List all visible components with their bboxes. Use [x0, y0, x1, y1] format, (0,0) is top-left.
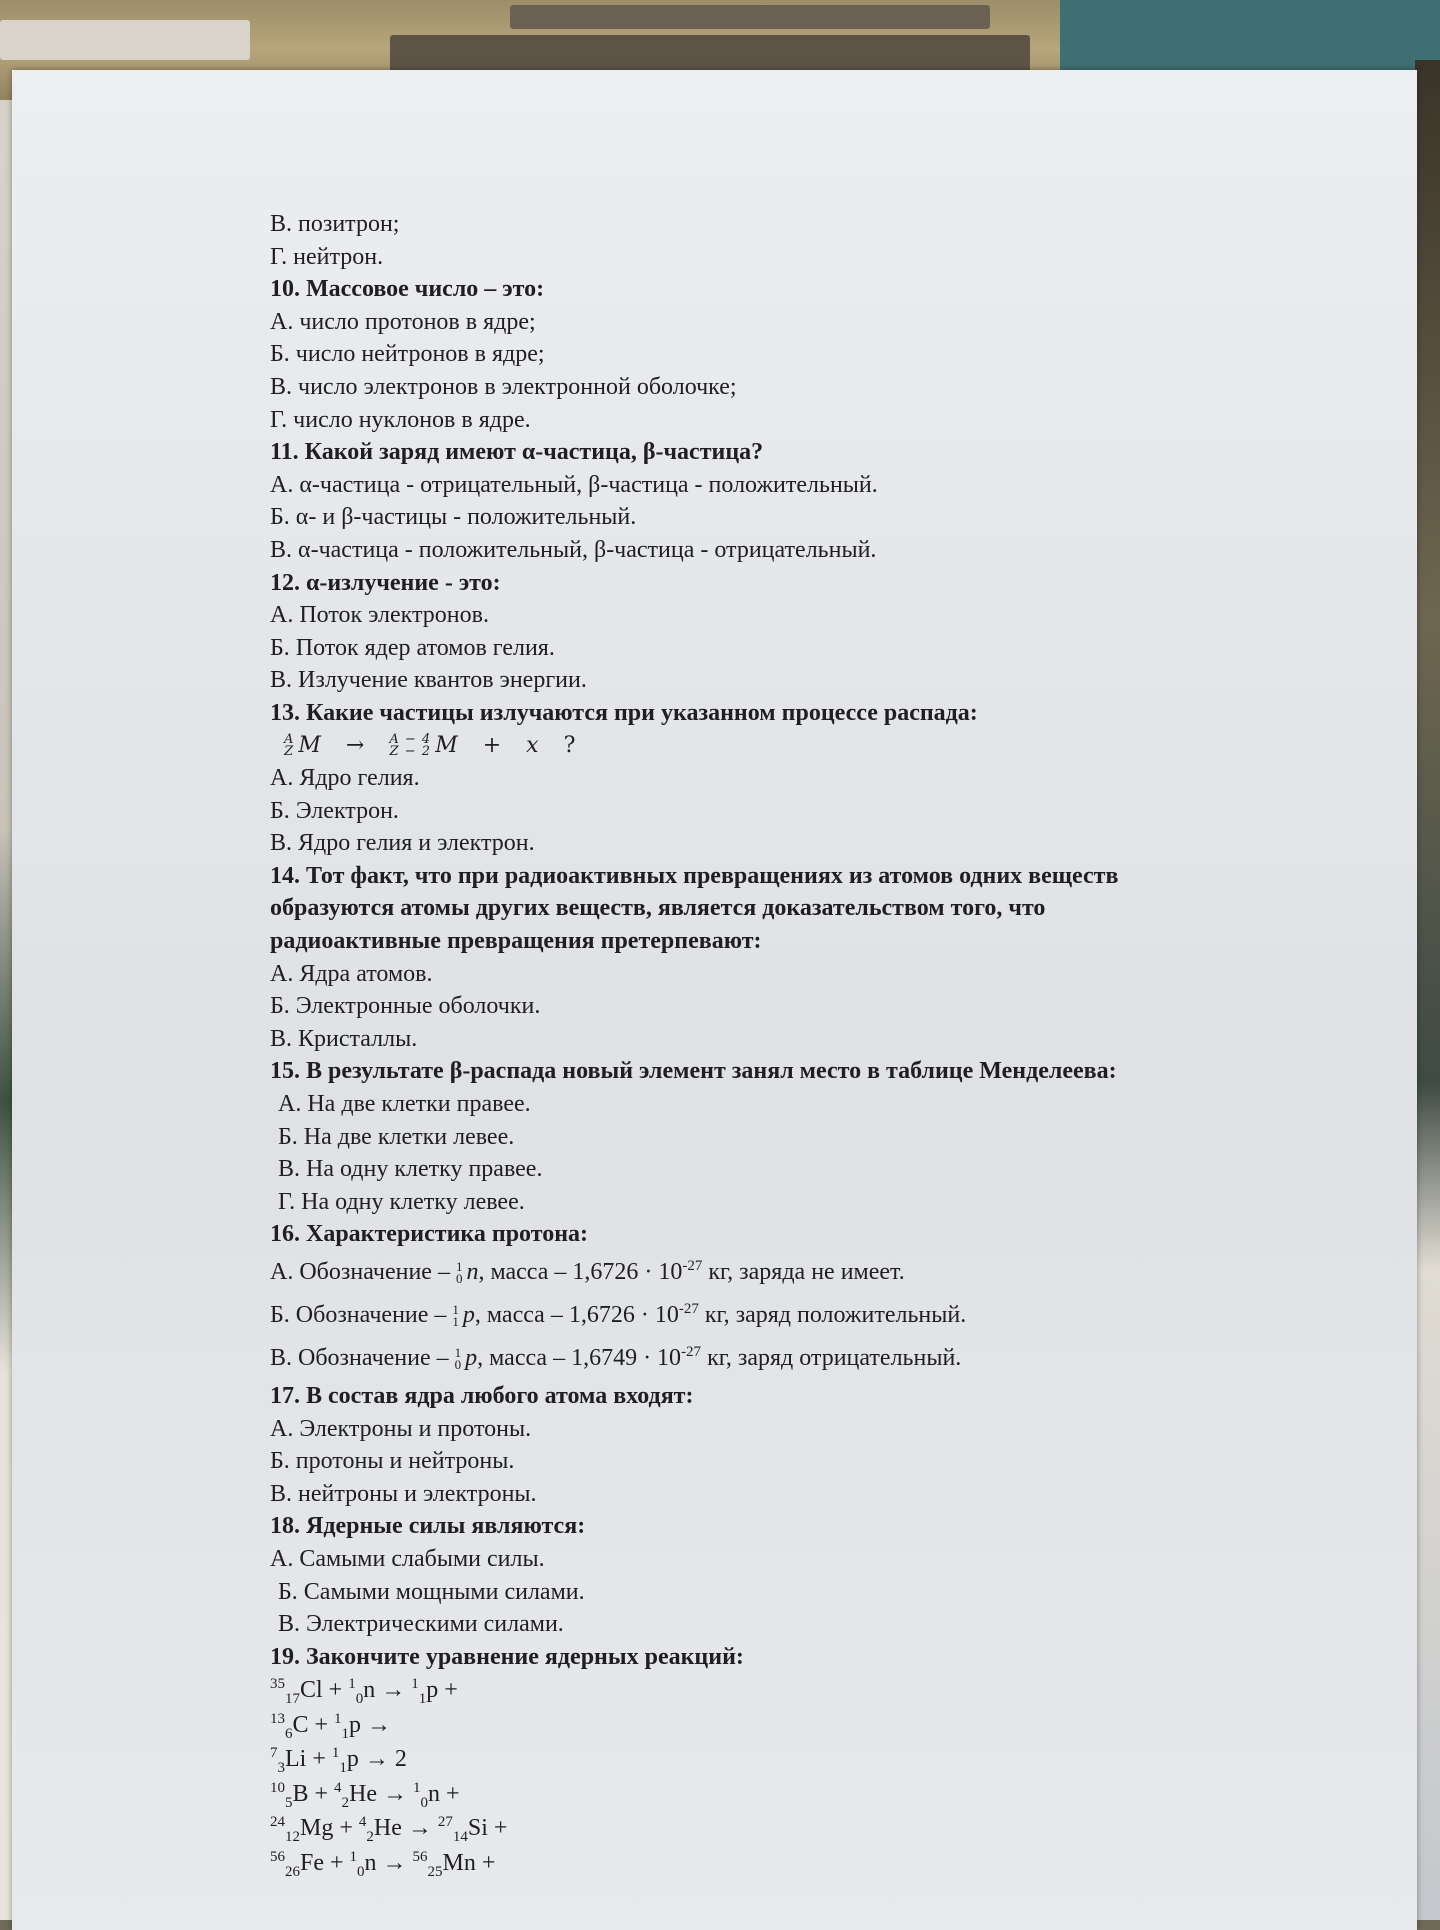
answer-option: Б. На две клетки левее.: [278, 1123, 515, 1150]
answer-option: В. Электрическими силами.: [278, 1611, 564, 1638]
nucleus-notation: 1 0: [454, 1345, 462, 1373]
answer-option: А. α-частица - отрицательный, β-частица - положительный.: [270, 471, 878, 498]
answer-option: Б. число нейтронов в ядре;: [270, 341, 545, 368]
reaction-equation: $^{56}_{26}$Fe + $^1_0$n → $^{56}_{25}$Mn +: [270, 1848, 496, 1880]
question-title: 18. Ядерные силы являются:: [270, 1513, 586, 1540]
background-desk: [0, 20, 250, 60]
background-desk: [390, 35, 1030, 73]
answer-option: А. На две клетки правее.: [278, 1091, 531, 1118]
question-title: 12. α-излучение - это:: [270, 569, 501, 596]
reaction-equation: $^{35}_{17}$Cl + $^1_0$n → $^1_1$p +: [270, 1676, 458, 1708]
reaction-equation: $^{13}_6$C + $^1_1$p →: [270, 1710, 392, 1742]
answer-option: В. нейтроны и электроны.: [270, 1480, 537, 1507]
background-desk: [510, 5, 990, 29]
background-wall: [1060, 0, 1440, 80]
answer-option: В. позитрон;: [270, 211, 400, 237]
answer-option: В. α-частица - положительный, β-частица - отрицательный.: [270, 536, 877, 563]
question-title: 10. Массовое число – это:: [270, 276, 545, 303]
answer-option: А. Самыми слабыми силы.: [270, 1545, 545, 1572]
reactions-block: [270, 1673, 1390, 1880]
answer-option: Б. Электрон.: [270, 797, 399, 824]
test-content: [270, 208, 1390, 1880]
answer-option: Б. Электронные оболочки.: [270, 993, 541, 1020]
proton-options: [270, 1251, 1390, 1380]
reaction-equation: $^{24}_{12}$Mg + $^4_2$He → $^{27}_{14}$Si +: [270, 1814, 508, 1846]
question-title: образуются атомы других веществ, является доказательством того, что: [270, 895, 1046, 922]
answer-option: А. Поток электронов.: [270, 602, 489, 629]
question-title: 16. Характеристика протона:: [270, 1221, 589, 1248]
questions-block-3: [270, 1380, 1390, 1673]
answer-option: В. число электронов в электронной оболочке;: [270, 373, 737, 400]
background-right: [1415, 60, 1440, 1920]
answer-option: В. На одну клетку правее.: [278, 1156, 543, 1183]
answer-option: Б. Поток ядер атомов гелия.: [270, 634, 555, 661]
answer-option: А. Ядра атомов.: [270, 960, 433, 987]
answer-option: А. Обозначение – 1 0 n, масса – $1,6726 \cdot 10^{-27}$ кг, заряда не имеет.: [270, 1258, 905, 1287]
answer-option: В. Кристаллы.: [270, 1025, 418, 1052]
answer-option: Г. На одну клетку левее.: [278, 1188, 525, 1215]
question-title: 13. Какие частицы излучаются при указанном процессе распада:: [270, 699, 978, 726]
reaction-equation: $^7_3$Li + $^1_1$p → 2: [270, 1745, 407, 1777]
formula-x: x: [526, 732, 540, 758]
answer-option: Б. Обозначение – 1 1 p, масса – $1,6726 \cdot 10^{-27}$ кг, заряд положительный.: [270, 1301, 967, 1330]
questions-block-2: [270, 762, 1390, 1251]
answer-option: Б. α- и β-частицы - положительный.: [270, 504, 637, 531]
question-title: 17. В состав ядра любого атома входят:: [270, 1383, 694, 1409]
question-title: 11. Какой заряд имеют α-частица, β-частица?: [270, 439, 764, 466]
answer-option: Б. протоны и нейтроны.: [270, 1448, 515, 1475]
answer-option: В. Обозначение – 1 0 p, масса – $1,6749 \cdot 10^{-27}$ кг, заряд отрицательный.: [270, 1344, 962, 1373]
question-title: 14. Тот факт, что при радиоактивных превращениях из атомов одних веществ: [270, 862, 1119, 889]
nucleus-notation: A Z: [284, 731, 295, 759]
formula-plus: +: [482, 732, 503, 758]
nucleus-notation: A − 4 Z − 2: [389, 731, 432, 759]
nucleus-notation: 1 1: [452, 1302, 459, 1330]
answer-option: Г. нейтрон.: [270, 243, 384, 270]
nucleus-notation: 1 0: [455, 1259, 463, 1287]
answer-option: А. Электроны и протоны.: [270, 1415, 532, 1442]
formula-symbol: M: [298, 732, 322, 758]
questions-block-1: [270, 208, 1390, 730]
reaction-equation: $^{10}_5$B + $^4_2$He → $^1_0$n +: [270, 1779, 460, 1811]
decay-formula: [270, 730, 1390, 763]
answer-option: А. число протонов в ядре;: [270, 308, 536, 335]
formula-arrow: →: [345, 732, 366, 758]
answer-option: А. Ядро гелия.: [270, 765, 420, 792]
formula-question: ?: [563, 732, 577, 758]
question-title: 15. В результате β-распада новый элемент занял место в таблице Менделеева:: [270, 1058, 1117, 1085]
answer-option: В. Ядро гелия и электрон.: [270, 830, 535, 857]
answer-option: В. Излучение квантов энергии.: [270, 667, 587, 694]
answer-option: Б. Самыми мощными силами.: [278, 1578, 585, 1605]
question-title: радиоактивные превращения претерпевают:: [270, 928, 762, 955]
question-title: 19. Закончите уравнение ядерных реакций:: [270, 1643, 744, 1670]
answer-option: Г. число нуклонов в ядре.: [270, 406, 531, 433]
formula-symbol: M: [435, 732, 459, 758]
